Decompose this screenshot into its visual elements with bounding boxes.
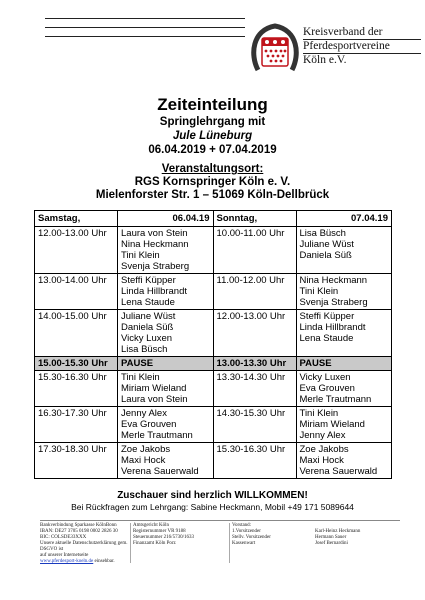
participant-name: Maxi Hock [121, 455, 166, 466]
subtitle-line: Springlehrgang mit [159, 116, 266, 128]
org-line-3: Köln e.V. [303, 54, 347, 66]
course-dates: 06.04.2019 + 07.04.2019 [148, 144, 277, 156]
participant-name: Zoe Jakobs [299, 444, 349, 455]
saturday-participants [118, 274, 214, 310]
footer-court-info [133, 523, 228, 547]
participant-name: Vicky Luxen [299, 372, 351, 383]
footer-tax-number: Steuernummer 216/5730/1633 [133, 535, 194, 540]
participant-name: Jenny Alex [299, 430, 346, 441]
saturday-participants [118, 310, 214, 357]
participant-name: Lisa Büsch [121, 344, 168, 355]
schedule-row [35, 371, 392, 407]
participant-name: Merle Trautmann [299, 394, 372, 405]
participant-name: Juliane Wüst [299, 239, 354, 250]
saturday-participants [118, 227, 214, 274]
sunday-participants [296, 443, 392, 479]
footer [40, 520, 400, 564]
footer-role: Kassenwart [232, 541, 256, 546]
footer-name: Josef Bernardini [315, 541, 348, 546]
footer-board-names [315, 523, 400, 547]
participant-name: Svenja Straberg [121, 261, 190, 272]
participant-name: Juliane Wüst [121, 311, 176, 322]
sunday-participants [296, 371, 392, 407]
participant-name: Linda Hillbrandt [121, 286, 188, 297]
saturday-time-slot: 16.30-17.30 Uhr [35, 407, 118, 443]
footer-tax-office: Finanzamt Köln Porz [133, 541, 176, 546]
saturday-time-slot: 15.30-16.30 Uhr [35, 371, 118, 407]
participant-name: Verena Sauerwald [121, 466, 199, 477]
org-line-2: Pferdesportvereine [303, 40, 421, 54]
sunday-time-slot: 15.30-16.30 Uhr [213, 443, 296, 479]
venue-address: Mielenforster Str. 1 – 51069 Köln-Dellbrück [95, 189, 330, 201]
sunday-time-slot: 12.00-13.00 Uhr [213, 310, 296, 357]
footer-role: 1.Vorsitzender [232, 529, 261, 534]
footer-register: Registernummer VR 9188 [133, 529, 186, 534]
footer-privacy-note-3: einsehbar. [94, 559, 115, 564]
participant-name: Eva Grouven [121, 419, 177, 430]
website-link[interactable]: www.pferdesport-koeln.de [40, 559, 94, 564]
sunday-time-slot: 10.00-11.00 Uhr [213, 227, 296, 274]
participant-name: Zoe Jakobs [121, 444, 171, 455]
footer-iban: IBAN: DE27 3705 0198 0002 2826 30 [40, 529, 118, 534]
footer-court: Amtsgericht Köln [133, 523, 169, 528]
sunday-time-slot: 11.00-12.00 Uhr [213, 274, 296, 310]
schedule-row [35, 407, 392, 443]
footer-name: Hermann Sauer [315, 535, 347, 540]
participant-name: Eva Grouven [299, 383, 355, 394]
participant-name: Verena Sauerwald [299, 466, 378, 477]
trainer-name: Jule Lüneburg [172, 130, 253, 142]
schedule-body [35, 227, 392, 479]
saturday-time-slot: 13.00-14.00 Uhr [35, 274, 118, 310]
sunday-participants [296, 227, 392, 274]
schedule-header-row [35, 211, 392, 227]
pause-row [35, 357, 392, 371]
participant-name: Laura von Stein [121, 228, 188, 239]
saturday-time-slot: 14.00-15.00 Uhr [35, 310, 118, 357]
schedule-row [35, 310, 392, 357]
schedule-row [35, 443, 392, 479]
participant-name: Tini Klein [299, 408, 339, 419]
venue-label: Veranstaltungsort: [161, 163, 264, 175]
horseshoe-coat-of-arms-icon [250, 20, 300, 76]
saturday-time-slot: 12.00-13.00 Uhr [35, 227, 118, 274]
sunday-participants [296, 274, 392, 310]
participant-name: Steffi Küpper [299, 311, 355, 322]
saturday-participants [118, 371, 214, 407]
footer-name: Karl-Heinz Heckmann [315, 529, 361, 534]
sunday-time-slot: 13.30-14.30 Uhr [213, 371, 296, 407]
sunday-time-slot: 14.30-15.30 Uhr [213, 407, 296, 443]
participant-name: Merle Trautmann [121, 430, 193, 441]
sunday-time-slot: 13.00-13.30 Uhr [213, 357, 296, 371]
participant-name: Nina Heckmann [121, 239, 189, 250]
subtitle [0, 115, 425, 157]
sunday-participants [296, 357, 392, 371]
page-title: Zeiteinteilung [157, 95, 268, 114]
footer-board-label: Vorstand: [232, 523, 252, 528]
header-rule-lines [45, 18, 245, 45]
participant-name: Lena Staude [121, 297, 175, 308]
participant-name: Miriam Wieland [121, 383, 187, 394]
saturday-participants [118, 357, 214, 371]
sunday-participants [296, 310, 392, 357]
sunday-participants [296, 407, 392, 443]
footer-privacy-note-2: auf unserer Internetseite [40, 553, 89, 558]
participant-name: PAUSE [299, 358, 332, 369]
participant-name: Jenny Alex [121, 408, 167, 419]
saturday-participants [118, 443, 214, 479]
footer-role: Stellv. Vorsitzender [232, 535, 271, 540]
header-sunday-date: 07.04.19 [296, 211, 392, 227]
participant-name: Lisa Büsch [299, 228, 346, 239]
participant-name: Vicky Luxen [121, 333, 173, 344]
header-saturday-date: 06.04.19 [118, 211, 214, 227]
welcome-message: Zuschauer sind herzlich WILLKOMMEN! [117, 490, 308, 501]
participant-name: PAUSE [121, 358, 154, 369]
venue-block [0, 163, 425, 202]
footer-bank-line: Bankverbindung Sparkasse KölnBonn [40, 523, 117, 528]
participant-name: Maxi Hock [299, 455, 344, 466]
participant-name: Lena Staude [299, 333, 354, 344]
participant-name: Laura von Stein [121, 394, 188, 405]
participant-name: Daniela Süß [121, 322, 174, 333]
schedule-row [35, 227, 392, 274]
footer-bic: BIC: COLSDE33XXX [40, 535, 87, 540]
organization-name [303, 26, 425, 67]
contact-info: Bei Rückfragen zum Lehrgang: Sabine Heckmann, Mobil +49 171 5089644 [71, 502, 354, 512]
venue-name: RGS Kornspringer Köln e. V. [134, 176, 291, 188]
footer-privacy-note: Unsere aktuelle Datenschutzerklärung gem. DSGVO ist [40, 541, 128, 552]
footer-bank-info [40, 523, 128, 565]
saturday-time-slot: 17.30-18.30 Uhr [35, 443, 118, 479]
participant-name: Nina Heckmann [299, 275, 368, 286]
participant-name: Miriam Wieland [299, 419, 365, 430]
schedule-table [34, 210, 392, 479]
org-line-1: Kreisverband der [303, 26, 421, 40]
header-saturday: Samstag, [35, 211, 118, 227]
saturday-participants [118, 407, 214, 443]
participant-name: Tini Klein [121, 250, 160, 261]
participant-name: Tini Klein [299, 286, 339, 297]
footer-board-roles [232, 523, 312, 547]
header-sunday: Sonntag, [213, 211, 296, 227]
participant-name: Svenja Straberg [299, 297, 368, 308]
participant-name: Steffi Küpper [121, 275, 176, 286]
participant-name: Tini Klein [121, 372, 160, 383]
participant-name: Daniela Süß [299, 250, 352, 261]
schedule-row [35, 274, 392, 310]
participant-name: Linda Hillbrandt [299, 322, 366, 333]
saturday-time-slot: 15.00-15.30 Uhr [35, 357, 118, 371]
